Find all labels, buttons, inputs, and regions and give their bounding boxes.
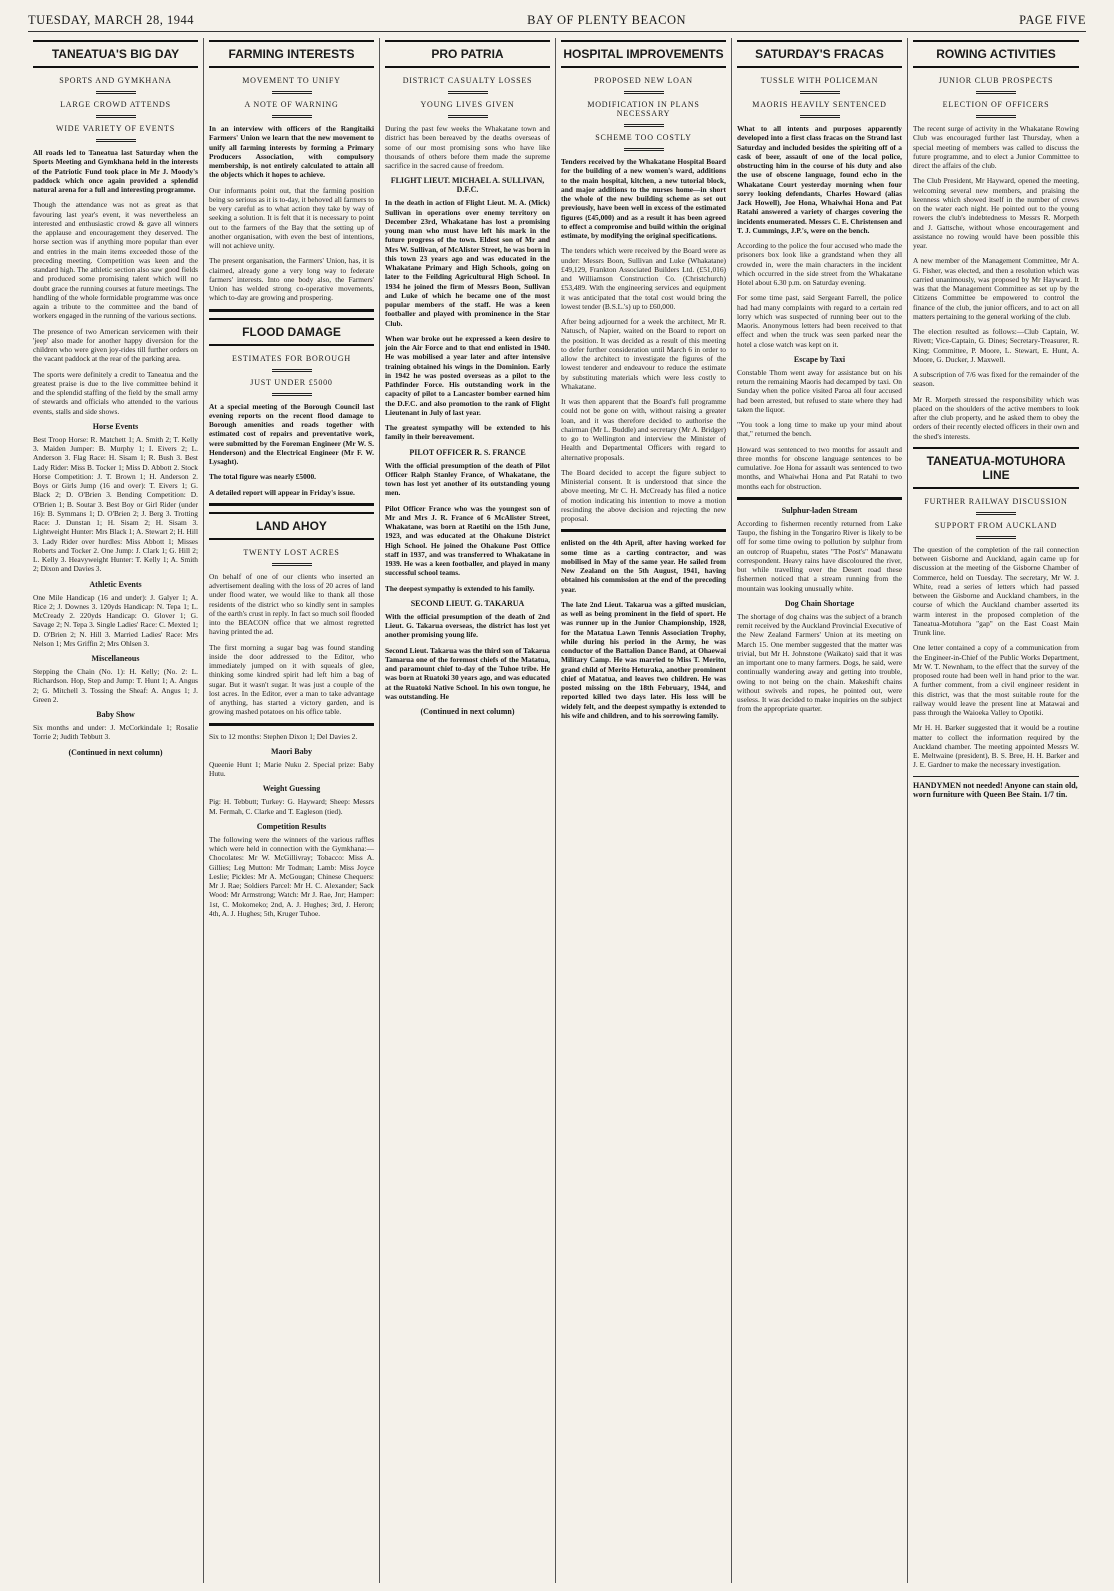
- divider: [448, 115, 488, 118]
- divider: [800, 115, 840, 118]
- section-head: Miscellaneous: [91, 654, 140, 663]
- headline-flood: FLOOD DAMAGE: [209, 318, 374, 346]
- subhead: ELECTION OF OFFICERS: [942, 100, 1050, 109]
- advertisement: HANDYMEN not needed! Anyone can stain old, worn furniture with Queen Bee Stain. 1/7 tin.: [913, 776, 1079, 799]
- section-head: Horse Events: [92, 421, 139, 431]
- divider: [96, 91, 136, 94]
- article-paragraph: A subscription of 7/6 was fixed for the remainder of the season.: [913, 370, 1079, 389]
- masthead: [28, 10, 1086, 32]
- results-list: Queenie Hunt 1; Marie Nuku 2. Special prize: Baby Hutu.: [209, 759, 374, 778]
- subhead: PROPOSED NEW LOAN: [594, 76, 693, 85]
- subhead: MAORIS HEAVILY SENTENCED: [752, 100, 887, 109]
- article-paragraph: enlisted on the 4th April, after having worked for some time as a carting contractor, and was mobilised in May of the same year. He sailed from New Zealand on the 5th August, 1941, having obtained his commission at the end of the preceding year.: [561, 538, 726, 594]
- section-head: FLIGHT LIEUT. MICHAEL A. SULLIVAN, D.F.C.: [390, 176, 545, 195]
- article-paragraph: Pilot Officer France who was the youngest son of Mr and Mrs J. R. France of 6 McAlister Street, Whakatane, was born at Raetihi on the 15th June, 1923, and was educated at the Ohakune District High School. He joined the Ohakune Post Office staff in 1937, and was transferred to Whakatane in 1939. He was a keen footballer, and played in many successful school teams.: [385, 503, 550, 578]
- article-lead: The recent surge of activity in the Whakatane Rowing Club was encouraged further last Thursday, when a special meeting of members was called to discuss the future programme, and to elect a Junior Committee to direct the affairs of the club.: [913, 124, 1079, 170]
- section-head: Athletic Events: [89, 579, 142, 589]
- article-lead: At a special meeting of the Borough Council last evening reports on the recent flood damage to Borough amenities and roads together with estimated cost of repairs and preventative work, were submitted by the Foreman Engineer (Mr W. S. Henderson) and the Electrical Engineer (Mr F. W. Lysaght).: [209, 401, 374, 466]
- article-paragraph: Our informants point out, that the farming position being so serious as it is to-day, it behoved all farmers to be very careful as to what action they take by way of seeking a solution. It is felt that it is necessary to point out to the farmers of the Bay that the setting up of another organisation, with even the best of intentions, will not achieve unity.: [209, 185, 374, 250]
- divider: [96, 139, 136, 142]
- divider: [976, 115, 1016, 118]
- continued-note: (Continued in next column): [420, 707, 515, 716]
- article-paragraph: The Club President, Mr Hayward, opened the meeting, welcoming several new members, and praising the keenness which showed itself in the number of crews on the water each night. He pointed out to the young rowers the club's indebtedness to Messrs R. Morpeth and J. Gattsche, without whose encouragement and assistance no rowing would have been possible this year.: [913, 176, 1079, 250]
- article-paragraph: The sports were definitely a credit to Taneatua and the greatest praise is due to the live committee behind it and the splendid staffing of the field by the small army of stewards and officials who attended to the various events, stalls and side shows.: [33, 369, 198, 416]
- headline-rowing: ROWING ACTIVITIES: [913, 40, 1079, 68]
- results-list: Best Troop Horse: R. Matchett 1; A. Smith 2; T. Kelly 3. Maiden Jumper: B. Murphy 1; I. Eivers 2; L. Anderson 3. Flag Race: H. Sisam 1; R. Bush 3. Best Lady Rider: Miss B. Tocker 1; Miss D. Abbott 2. Stock Horse Competition: J. T. Brown 1; H. Anderson 2. Boys or Girls Jump (16 and over): T. Eivers 1; G. Black 2; D. O'Brien 3. Bending Competition: D. O'Brien 1; B. Soutar 3. Best Boy or Girl Rider (under 16): B. Symmans 1; D. O'Brien 2; J. Berg 3. Trotting Race: J. Dunstan 1; H. Sisam 2; H. Sisam 3. Lightweight Hunter: Mrs Black 1; A. Stewart 2; H. Hill 3. Lady Rider over hurdles: Miss Abbott 1; Misses Roberts and Tocker 2. One Jump: J. Clark 1; G. Hill 2; L. Kelly 3. Heavyweight Hunter: T. Kelly 1; A. Smith 2; Dixon and Davies 3.: [33, 434, 198, 574]
- article-lead: Tenders received by the Whakatane Hospital Board for the building of a new women's ward, additions to the main hospital, kitchen, a new tutorial block, and major additions to the nurses home—in short the whole of the new building scheme as set out previously, have been well in excess of the estimated figures (£45,000) and as a result it has been agreed to effect a compromise and build within the original estimate, by modifying the original specifications.: [561, 157, 726, 240]
- rule: [209, 309, 374, 312]
- column-3: [380, 38, 556, 1583]
- section-head: Baby Show: [96, 710, 135, 719]
- article-paragraph: A detailed report will appear in Friday's issue.: [209, 487, 355, 497]
- article-paragraph: Second Lieut. Takarua was the third son of Takarua Tamarua one of the foremost chiefs of the Matatua, and paramount chief to-day of the Tuhoe tribe. He was born at Ruatoki 30 years ago, and was educated at the Ruatoki Native School. In his own tongue, he was outstanding. He: [385, 645, 550, 701]
- headline-farming: FARMING INTERESTS: [209, 40, 374, 68]
- headline-hospital: HOSPITAL IMPROVEMENTS: [561, 40, 726, 68]
- divider: [800, 91, 840, 94]
- subhead: SPORTS AND GYMKHANA: [59, 76, 172, 85]
- results-list: Stepping the Chain (No. 1): H. Kelly; (No. 2: L. Richardson. Hop, Step and Jump: T. Hunt 1; A. Angus 2; G. Mitchell 3. Tossing the Sheaf: A. Angus 1; J. Green 2.: [33, 667, 198, 704]
- subhead: SUPPORT FROM AUCKLAND: [934, 520, 1058, 530]
- article-lead: In an interview with officers of the Rangitaiki Farmers' Union we learn that the new movement to unify all farming interests by forming a Primary Producers Association, with compulsory membership, is not entirely calculated to attain all the objects which it hopes to achieve.: [209, 124, 374, 180]
- article-paragraph: When war broke out he expressed a keen desire to join the Air Force and to that end enlisted in 1940. He was mobilised a year later and after intensive training obtained his wings in the Dominion. Early in 1942 he was posted overseas as a pilot to the Pathfinder Force. His outstanding work in the capacity of pilot to a Lancaster bomber earned him the D.F.C. and also promotion to the rank of Flight Lieutenant in July of last year.: [385, 333, 550, 417]
- article-paragraph: The tenders which were received by the Board were as under: Messrs Boon, Sullivan and Luke (Whakatane) £49,129, Frankton Associated Builders Ltd. (£51,016) and Williamson Construction Co. (Christchurch) £53,489. With the engineering services and equipment it was anticipated that the total cost would bring the lowest tender (B.S.L.'s) up to £60,000.: [561, 246, 726, 311]
- article-lead: What to all intents and purposes apparently developed into a first class fracas on the Strand last Saturday and included besides the spiriting off of a cask of beer, assault of one of the local police, obstructing him in the course of his duty and also the use of obscene language, found echo in the Whakatane Court yesterday morning when four sorry looking defendants, Charles Howard (alias Jack Howell), Joe Hona, Whaiwhai Hona and Pat Ratahi answered a variety of charges covering the incidents enumerated. Messrs C. E. Christensen and T. J. Cummings, J.P.'s, were on the bench.: [737, 124, 902, 235]
- headline-land-ahoy: LAND AHOY: [209, 512, 374, 540]
- rule: [737, 497, 902, 500]
- subhead: DISTRICT CASUALTY LOSSES: [402, 76, 533, 85]
- section-head: PILOT OFFICER R. S. FRANCE: [409, 447, 526, 457]
- rule: [209, 723, 374, 726]
- column-5: [732, 38, 908, 1583]
- divider: [272, 369, 312, 372]
- article-paragraph: Though the attendance was not as great as that favouring last year's event, it was nevertheless an interested and enthusiastic crowd & gave all winners the applause and encouragement they deserved. The horse section was if anything more popular than ever and entries in the main items exceeded those of the preceding meeting. Competition was keen and the standard high. The athletic section also saw good fields and produced some promising talent which will no doubt grace the running courses at future meetings. The handling of the whole formidable programme was once again a tribute to the committee and the band of workers engaged in the running of the various sections.: [33, 200, 198, 321]
- subhead: TUSSLE WITH POLICEMAN: [760, 76, 879, 85]
- article-paragraph: According to fishermen recently returned from Lake Taupo, the fishing in the Tongariro River is likely to be off for some time owing to pollution by sulphur from an outcrop of Ruapehu, states "The Post's" Manawatu correspondent. Heavy rains have discoloured the river, but while travelling over the Desert road these fishermen noticed that a stream running from the mountain was looking unusually white.: [737, 518, 902, 593]
- section-head: Escape by Taxi: [793, 354, 846, 364]
- results-list: Six to 12 months: Stephen Dixon 1; Del Davies 2.: [209, 731, 358, 741]
- paper-name: BAY OF PLENTY BEACON: [527, 13, 687, 27]
- section-head: SECOND LIEUT. G. TAKARUA: [410, 598, 525, 608]
- section-head: Maori Baby: [270, 746, 313, 756]
- article-paragraph: The shortage of dog chains was the subject of a branch remit received by the Auckland Provincial Executive of the New Zealand Farmers' Union at its meeting on March 15. One member suggested that the matter was trivial, but Mr H. Johnstone (Waikato) said that it was an important one to many farmers. Dogs, he said, were continually wandering away and getting into trouble, owing to not being on the chain. Makeshift chains without swivels and ropes, he pointed out, were useless. It was decided to make inquiries on the subject from the appropriate quarter.: [737, 611, 902, 714]
- section-head: Weight Guessing: [262, 784, 321, 794]
- subhead: MODIFICATION IN PLANS NECESSARY: [587, 100, 700, 118]
- rule: [561, 529, 726, 532]
- page-number: PAGE FIVE: [1019, 13, 1086, 27]
- column-4: [556, 38, 732, 1583]
- column-1: [28, 38, 204, 1583]
- subhead: A NOTE OF WARNING: [244, 100, 339, 109]
- subhead: MOVEMENT TO UNIFY: [242, 76, 341, 85]
- article-paragraph: A new member of the Management Committee, Mr A. G. Fisher, was elected, and then a resolution which was carried unanimously, was proposed by Mr Hayward. It was that the Management Committee as set up by the Citizens Committee be empowered to control the finance of the club, the junior officers, and to act on all matters pertaining to the general working of the club.: [913, 256, 1079, 321]
- article-paragraph: With the official presumption of the death of 2nd Lieut. G. Takarua overseas, the district has lost yet another promising young life.: [385, 611, 550, 640]
- results-list: Six months and under: J. McCorkindale 1; Rosalie Torrie 2; Judith Tebbutt 3.: [33, 723, 198, 742]
- article-paragraph: Mr H. H. Barker suggested that it would be a routine matter to collect the information required by the Auckland chamber. The meeting appointed Messrs W. E. Meltwaine (president), B. S. Bree, H. H. Barker and J. E. Gardner to make the necessary investigation.: [913, 723, 1079, 770]
- article-paragraph: The late 2nd Lieut. Takarua was a gifted musician, as well as being prominent in the field of sport. He was runner up in the Junior Championship, 1928, for the Matatua Lawn Tennis Association Trophy, while during his period in the Army, he was conductor of the Battalion Dance Band, at Ohaewai Military Camp. He was married to Miss T. Merito, grand child of Merito Heturaka, another prominent chief of Matatua, and leaves two children. He was posted missing on the 18th February, 1944, and reported killed two days later. His loss will be widely felt, and the deepest sympathy is extended to his wife and children, and to his sorrowing family.: [561, 599, 726, 720]
- article-paragraph: On behalf of one of our clients who inserted an advertisement dealing with the loss of 20 acres of land under flood water, we would like to thank all those residents of the district who so kindly sent in samples of the earth's crust in reply. In fact so much soil flooded into the BEACON office that we almost regretted having printed the ad.: [209, 571, 374, 637]
- subhead: WIDE VARIETY OF EVENTS: [55, 124, 175, 133]
- page-columns: [28, 38, 1086, 1583]
- article-paragraph: Constable Thom went away for assistance but on his return the remaining Maoris had decamped by taxi. On Sunday when the police visited Paroa all four accused had been arrested, but refused to state where they had taken the liquor.: [737, 367, 902, 414]
- article-paragraph: The greatest sympathy will be extended to his family in their bereavement.: [385, 423, 550, 442]
- article-paragraph: Mr R. Morpeth stressed the responsibility which was placed on the shoulders of the active members to look after the club property, and he asked them to obey the orders of their recently elected officers in their own and the shed's interests.: [913, 394, 1079, 441]
- article-paragraph: In the death in action of Flight Lieut. M. A. (Mick) Sullivan in operations over enemy territory on December 23rd, Whakatane has lost a promising young man who must have left his mark in the future progress of the town. Eldest son of Mr and Mrs W. Sullivan, of McAlister Street, he was born in this town 23 years ago and was educated in the Whakatane Primary and High Schools, going on later to the Feilding Agricultural High School. In 1934 he joined the firm of Messrs Boon, Sullivan and Luke of which he became one of the most popular members of the staff. He was a keen footballer and played with prominence in the Star Club.: [385, 198, 550, 328]
- article-paragraph: With the official presumption of the death of Pilot Officer Ralph Stanley France, of Whakatane, the town has lost yet another of its outstanding young men.: [385, 460, 550, 498]
- subhead: YOUNG LIVES GIVEN: [420, 100, 515, 109]
- divider: [976, 512, 1016, 515]
- headline-taneatua: TANEATUA'S BIG DAY: [33, 40, 198, 68]
- article-paragraph: The Board decided to accept the figure subject to Ministerial consent. It is understood that since the above meeting, Mr C. H. McCready has filed a notice of motion indicating his intention to move a motion rescinding the above decision and rejecting the new proposal.: [561, 467, 726, 523]
- subhead: SCHEME TOO COSTLY: [595, 133, 692, 142]
- continued-note: (Continued in next column): [68, 747, 163, 757]
- divider: [624, 91, 664, 94]
- subhead: LARGE CROWD ATTENDS: [60, 100, 171, 109]
- divider: [976, 91, 1016, 94]
- divider: [272, 563, 312, 566]
- results-list: The following were the winners of the various raffles which were held in connection with the Gymkhana:—Chocolates: Mr W. McGillivray; Tobacco: Miss A. Gillies; Leg Mutton: Mr Todman; Lamb: Miss Joyce Leslie; Pickles: Mr A. McGougan; Chinese Chequers: Mr J. Rae; Soldiers Parcel: Mr H. C. Alexander; Sack Wood: Mr Armstrong; Watch: Mr J. Rae, Jnr; Hamper: 1st, C. Mokomeko; 2nd, A. J. Hughes; 3rd, J. Heron; 4th, A. J. Hughes; 5th, Kruger Tuhoe.: [209, 834, 374, 918]
- article-paragraph: "You took a long time to make up your mind about that," returned the bench.: [737, 420, 902, 439]
- article-paragraph: One letter contained a copy of a communication from the Engineer-in-Chief of the Public Works Department, Mr W. T. Newnham, to the effect that the survey of the proposed route had been well in hand prior to the war. A further comment, from a civil engineer resident in this district, was that the most suitable route for the railway would leave the present line at Matawai and pass through the Waioeka Valley to Opotiki.: [913, 643, 1079, 717]
- subhead: JUST UNDER £5000: [250, 377, 333, 387]
- subhead: TWENTY LOST ACRES: [243, 547, 340, 557]
- article-lead: During the past few weeks the Whakatane town and district has been bereaved by the deaths overseas of some of our most promising sons who have like thousands of others before them made the supreme sacrifice in the sacred cause of freedom.: [385, 124, 550, 170]
- results-list: One Mile Handicap (16 and under): J. Galyer 1; A. Rice 2; J. Downes 3. 120yds Handicap: N. Tepa 1; L. McCready 2. 220yds Handicap: O. Glover 1; G. Savage 2; N. Tepa 3. Single Ladies' Race: C. Mexted 1; D. O'Brien 2; N. Hill 3. Married Ladies' Race: Mrs Nelson 1; Mrs Griffin 2; Mrs Ohlsen 3.: [33, 592, 198, 648]
- divider: [272, 115, 312, 118]
- column-2: [204, 38, 380, 1583]
- subhead: ESTIMATES FOR BOROUGH: [231, 353, 352, 363]
- section-head: Sulphur-laden Stream: [781, 505, 858, 515]
- article-paragraph: The presence of two American servicemen with their 'jeep' also made for another happy diversion for the children who were given joy-rides till further orders on the vacant paddock at the rear of the parking area.: [33, 326, 198, 364]
- divider: [624, 124, 664, 127]
- headline-railway: TANEATUA-MOTUHORA LINE: [913, 447, 1079, 489]
- article-paragraph: The election resulted as follows:—Club Captain, W. Rivett; Vice-Captain, G. Dines; Secretary-Treasurer, R. King; Committee, P. Moore, L. Stewart, E. Hunt, A. Moore, G. Ducker, J. Maxwell.: [913, 327, 1079, 364]
- section-head: Competition Results: [256, 821, 327, 831]
- divider: [624, 148, 664, 151]
- divider: [976, 536, 1016, 539]
- article-paragraph: The question of the completion of the rail connection between Gisborne and Auckland, again came up for discussion at the meeting of the Gisborne Chamber of Commerce, held on Tuesday. The secretary, Mr W. J. White, read a series of letters which had passed between the Gisborne and Auckland chambers, in the course of which the Auckland chamber asserted its warm interest in the proposed completion of the Taneatua-Motuhora "gap" on the East Coast Main Trunk line.: [913, 544, 1079, 637]
- article-paragraph: The total figure was nearly £5000.: [209, 472, 317, 482]
- divider: [272, 91, 312, 94]
- subhead: JUNIOR CLUB PROSPECTS: [938, 76, 1054, 85]
- section-head: Dog Chain Shortage: [784, 598, 855, 608]
- results-list: Pig: H. Tebbutt; Turkey: G. Hayward; Sheep: Messrs M. Fermah, C. Clarke and T. Eagleson (tied).: [209, 797, 374, 816]
- article-paragraph: The first morning a sugar bag was found standing inside the door addressed to the Editor, who immediately jumped on it with squeals of glee, thinking some kindred spirit had left him a bag of sugar. But it wasn't sugar. It was just a couple of the lost acres. In the Editor, ever a man to take advantage of anything, has started a victory garden, and is growing mashed potatoes on his office table.: [209, 642, 374, 717]
- article-paragraph: For some time past, said Sergeant Farrell, the police had had many complaints with regard to a certain red lorry which was suspected of running beer out to the Maoris. Anonymous letters had been received to that effect and when the truck was seen parked near the hotel a close watch was kept on it.: [737, 293, 902, 349]
- article-paragraph: The present organisation, the Farmers' Union, has, it is claimed, already gone a very long way to federate farmers' interests. Into one body also, the Farmers' Union has welded strong co-operative movements, which to-day are growing and prospering.: [209, 256, 374, 303]
- divider: [448, 91, 488, 94]
- rule: [209, 503, 374, 506]
- subhead: FURTHER RAILWAY DISCUSSION: [924, 496, 1068, 506]
- article-paragraph: Howard was sentenced to two months for assault and three months for obscene language sentences to be cumulative. Joe Hona for assault was sentenced to two months, and Whaiwhai Hona and Pat Ratahi to two months each for obstruction.: [737, 444, 902, 491]
- article-paragraph: According to the police the four accused who made the prisoners box look like a grandstand when they all crowded in, were the main characters in the incident which occurred in the side street from the Whakatane Hotel about 6.30 p.m. on Saturday evening.: [737, 241, 902, 287]
- divider: [272, 393, 312, 396]
- article-paragraph: After being adjourned for a week the architect, Mr R. Natusch, of Napier, waited on the Board to report on the position. It was decided as a result of this meeting to defer further consideration until March 6 in order to allow the architect to investigate the figures of the lowest tenderer and endeavour to reduce the estimate by substituting materials which were less costly to Whakatane.: [561, 317, 726, 391]
- issue-date: TUESDAY, MARCH 28, 1944: [28, 13, 195, 27]
- headline-fracas: SATURDAY'S FRACAS: [737, 40, 902, 68]
- divider: [96, 115, 136, 118]
- headline-pro-patria: PRO PATRIA: [385, 40, 550, 68]
- article-lead: All roads led to Taneatua last Saturday when the Sports Meeting and Gymkhana held in the interests of the Patriotic Fund took place in Mr J. Moody's paddock which once again provided a splendid natural arena for a full and interesting programme.: [33, 148, 198, 194]
- article-paragraph: It was then apparent that the Board's full programme could not be gone on with, without raising a greater loan, and it was therefore decided to authorise the chairman (Mr L. Buddle) and secretary (Mr A. Bridger) to go to Wellington and interview the Minister of Health and Departmental Officers with regard to alternative proposals.: [561, 397, 726, 462]
- column-6: [908, 38, 1084, 1583]
- article-paragraph: The deepest sympathy is extended to his family.: [385, 583, 535, 593]
